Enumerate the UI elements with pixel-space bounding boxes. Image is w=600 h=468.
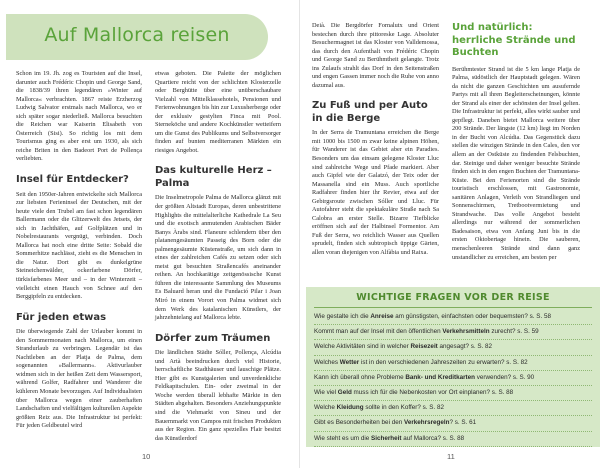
question-text-pre: Kommt man auf der Insel mit den öffentlichen [314, 328, 443, 336]
heading-berge: Zu Fuß und per Auto in die Berge [312, 100, 428, 124]
question-text-post: sollte in den Koffer? s. S. 82 [363, 404, 444, 412]
question-keyword: Bank- und Kreditkarten [405, 373, 476, 381]
question-text [314, 419, 476, 426]
questions-box [306, 287, 600, 447]
question-text [314, 389, 513, 396]
question-keyword: Sicherheit [371, 434, 402, 442]
question-text [314, 404, 444, 411]
question-text-post: verwenden? s. S. 90 [475, 373, 535, 381]
question-keyword: Wetter [339, 358, 360, 366]
question-row [314, 324, 592, 340]
question-text-post: muss ich für die Nebenkosten vor Ort einplanen? s. S. 88 [351, 389, 514, 396]
left-column-1 [16, 70, 142, 431]
question-keyword: Anreise [370, 313, 394, 320]
question-text [314, 343, 492, 350]
page-number-right: 11 [447, 452, 455, 461]
question-keyword: Verkehrsmitteln [442, 328, 490, 336]
question-text-pre: Kann ich überall ohne Probleme [314, 373, 406, 381]
question-row [314, 400, 592, 416]
question-text-post: ist in den verschiedenen Jahreszeiten zu erwarten? s. S. 82 [359, 358, 528, 366]
page-number-left: 10 [142, 452, 151, 461]
heading-palma: Das kulturelle Herz – Palma [155, 165, 272, 189]
paragraph-deia: Deià. Die Bergdörfer Fornalutx und Orient bestechen durch ihre pittoreske Lage. Absoluter Besuchermagnet ist das Kloster von Valldemossa, das durch den Aufenthalt von Frédéric Chopin und George Sand zu Berühmtheit gelangte. Trotz ins Zulaufs strahlt das Dorf in den Seitenstraßen und engen Gassen immer noch die Ruhe von anno dazumal aus. [312, 22, 439, 89]
question-text-pre: Wie gestalte ich die [314, 313, 371, 320]
paragraph-insel-fuer-entdecker: Seit den 1950er-Jahren entwickelte sich Mallorca zur liebsten Ferieninsel der Deutschen, mit der heute viele den Trubel am fast schon legendären Ballermann oder die Glitzerwelt des Jetsets, der sich in Jachthäfen, auf Golfplätzen und in Nobelrestaurants vergnügt, verbinden. Doch Mallorca hat noch eine dritte Seite: Sobald die Sommerhitze nachlässt, zieht es die Menschen in die Natur. Dort gibt es dunkelgrüne Steineichenwälder, ockerfarbene Dörfer, türkisfarbenes Meer und – in der Winterzeit – vielleicht einen Hauch von Schnee auf den Berggipfeln zu entdecken. [16, 190, 142, 301]
questions-box-title: WICHTIGE FRAGEN VOR DER REISE [356, 292, 550, 303]
question-row [314, 415, 592, 431]
heading-doerfer: Dörfer zum Träumen [155, 332, 271, 344]
question-text-pre: Welche [314, 404, 337, 412]
right-column-2 [452, 22, 580, 262]
question-text-pre: Wie steht es um die [314, 434, 372, 442]
right-column-1 [312, 22, 439, 258]
question-row [314, 339, 592, 355]
paragraph-straende: Berühmtester Strand ist die 5 km lange Platja de Palma, südöstlich der Hauptstadt gelegen. Wären da nicht die ganzen Geschichten um ausufernde Partys mit all ihren Begleiterscheinungen, könnte der Strand als einer der schönsten der Insel gelten. Die Infrastruktur ist perfekt, alles wirkt sauber und gepflegt. Daneben bietet Mallorca weitere über 200 Strände. Der längste (12 km) liegt im Norden in der Bucht von Alcúdia. Das Gegenstück dazu stellen die winzigen Strände in den Cales, den vor allem an der Ostküste zu findenden Felsbuchten, dar. Steinige und daher weniger besuchte Strände finden sich in den engen Buchten der Tramuntana-Küste. Bei den Ferienorten sind die Strände touristisch erschlossen, mit Gastronomie, sanitären Anlagen, Verleih von Strandliegen und Sonnenschirmen, Tretbootvermietung und Strandwache. Das volle Angebot besteht allerdings nur während der sommerlichen Badesaison, etwa von Anfang Juni bis in die ersten Oktobertage hinein. Die sauberen, menschenleeren Strände sind dann ganz unstandlicher zu erreichen, am besten per [452, 65, 580, 261]
question-text-pre: Wie viel [314, 389, 338, 396]
question-keyword: Geld [337, 389, 352, 396]
question-row [314, 370, 592, 386]
left-column-2 [155, 70, 281, 443]
heading-fuer-jeden-etwas: Für jeden etwas [16, 311, 107, 323]
question-keyword: Kleidung [336, 404, 364, 412]
question-keyword: Reisezeit [410, 343, 438, 351]
paragraph-unterkuenfte: etwas geboten. Die Palette der möglichen Quartiere reicht von der schlichten Klosterzelle oder Berghütte über eine unüberschaubare Vielzahl von Mittelklassehotels, Pensionen und Ferienwohnungen bis hin zur Luxusherberge oder der exklusiv gestylten Finca mit Pool. Sterneköche und andere Kochkünstler wetteifern um die Gunst des Publikums und Selbstversorger finden auf bunten mediterranen Märkten ein riesiges Angebot. [155, 70, 281, 154]
question-text-post: zurecht? s. S. 59 [489, 328, 539, 336]
question-keyword: Verkehrsregeln [403, 419, 450, 427]
page-title: Auf Mallorca reisen [44, 24, 230, 46]
question-text-post: angesagt? s. S. 82 [437, 343, 493, 351]
question-text-post: am günstigsten, einfachsten oder bequemsten? s. S. 58 [393, 313, 551, 320]
question-text-pre: Welches [314, 358, 340, 366]
question-text-post: auf Mallorca? s. S. 88 [401, 434, 465, 442]
question-row [314, 309, 592, 325]
heading-straende: Und natürlich: herrliche Strände und Buchten [452, 22, 576, 58]
question-row [314, 431, 592, 447]
paragraph-fuer-jeden-etwas: Die überwiegende Zahl der Urlauber kommt in den Sommermonaten nach Mallorca, um einen Strandurlaub zu verbringen. Legendär ist das Nachtleben an der Platja de Palma, dem sogenannten »Ballermann«. Aktivurlauber widmen sich in der heißen Zeit dem Wassersport, während Golfer, Radfahrer und Wanderer die kühleren Monate bevorzugen. Auf Individualisten über Mallorca wegen einer zauberhaften Landschaften und vielfältigen kulturellen Aspekte größten Reiz aus. Die Infrastruktur ist perfekt: Für jeden Geldbeutel wird [16, 328, 142, 430]
question-text-pre: Welche Aktivitäten sind in welcher [314, 343, 411, 351]
paragraph-palma: Die Inselmetropole Palma de Mallorca glänzt mit der größten Altstadt Europas, deren unbestrittene Highlights die mittelalterliche Kathedrale La Seu und die exotisch anmutenden Arabischen Bäder Banys Àrabs sind. Flaneure schlendern über den platanengesäumten Passeig des Born oder die palmengesäumte Küstenstraße, um sich dann in eines der zahlreichen Cafés zu setzen oder sich meist gut besuchten Straßencafés aneinander reihen. An hochkarätige zeitgenössische Kunst führen die interessante Sammlung des Museums Es Baluard heran und die Fundació Pilar i Joan Miró in einem Vorort von Palma widmet sich dem Werk des katalanischen Künstlers, der jahrzehntelang auf Mallorca lebte. [155, 194, 281, 322]
question-text-post: ? s. S. 61 [449, 419, 477, 427]
question-text [314, 359, 528, 366]
question-row [314, 355, 592, 371]
questions-box-divider [314, 307, 592, 308]
heading-insel-fuer-entdecker: Insel für Entdecker? [16, 174, 129, 186]
intro-paragraph: Schon im 19. Jh. zog es Touristen auf die Insel, darunter auch Frédéric Chopin und George Sand, die 1838/39 ihren legendären »Winter auf Mallorca« verbrachten. 1867 reiste Erzherzog Ludwig Salvator erstmals nach Mallorca, wo er sich später sogar niederließ. Mallorca besuchten die Reichen war Kaiserin Elisabeth von Österreich (Sisi). So richtig los mit dem Tourismus ging es aber erst um 1930, als sich reiche Briten in den Badeort Port de Pollença verliebten. [16, 70, 142, 163]
question-text [314, 328, 539, 335]
paragraph-doerfer: Die ländlichen Städte Sóller, Pollença, Alcúdia und Artà beeindrucken durch viel Historie, herrschaftliche Stadthäuser und lauschige Plätze. Hier gibt es Kunstgalerien und unverdenkliche Feldkapitschulen. Ein- oder zweimal in der Woche werden überall lebhafte Märkte in den Städten abgehalten. Besonders Anziehungspunkte sind die Viehmarkt von Sineu und der Bauernmarkt von Campos mit frischen Produkten aus der Region. Ein ganz spezielles Flair besitzt das Künstlerdorf [155, 349, 281, 442]
question-text [314, 374, 534, 381]
title-banner [6, 14, 268, 60]
question-text [314, 435, 464, 442]
page-gutter [299, 0, 300, 468]
question-row [314, 385, 592, 401]
question-text-pre: Gibt es Besonderheiten bei den [314, 419, 404, 427]
paragraph-berge: In der Serra de Tramuntana erreichen die Berge mit 1000 bis 1500 m zwar keine alpinen Höhen, für Wanderer ist das Gebiet aber ein Paradies. Besonders um das einsam gelegene Kloster Lluc sind zahlreiche Wege und Pfade markiert. Aber auch Gipfel wie der Galatzó, der Teix oder der Massanella sind ein Muss. Auch sportliche Radfahrer finden hier ihr Revier, etwa auf der Gebirgsroute zwischen Sóller und Lluc. Für Autofahrer steht die spektakuläre Straße nach Sa Calobra an erster Stelle. Bizarre Tiefblicke eröffnen sich auf der Halbinsel Formentor. Am Fuß der Serra, wo reichlich Wasser aus Quellen sprudelt, finden sich subtropisch üppige Gärten, allen voran diejenigen von Alfàbia und Raixa. [312, 129, 439, 257]
question-text [314, 313, 551, 320]
